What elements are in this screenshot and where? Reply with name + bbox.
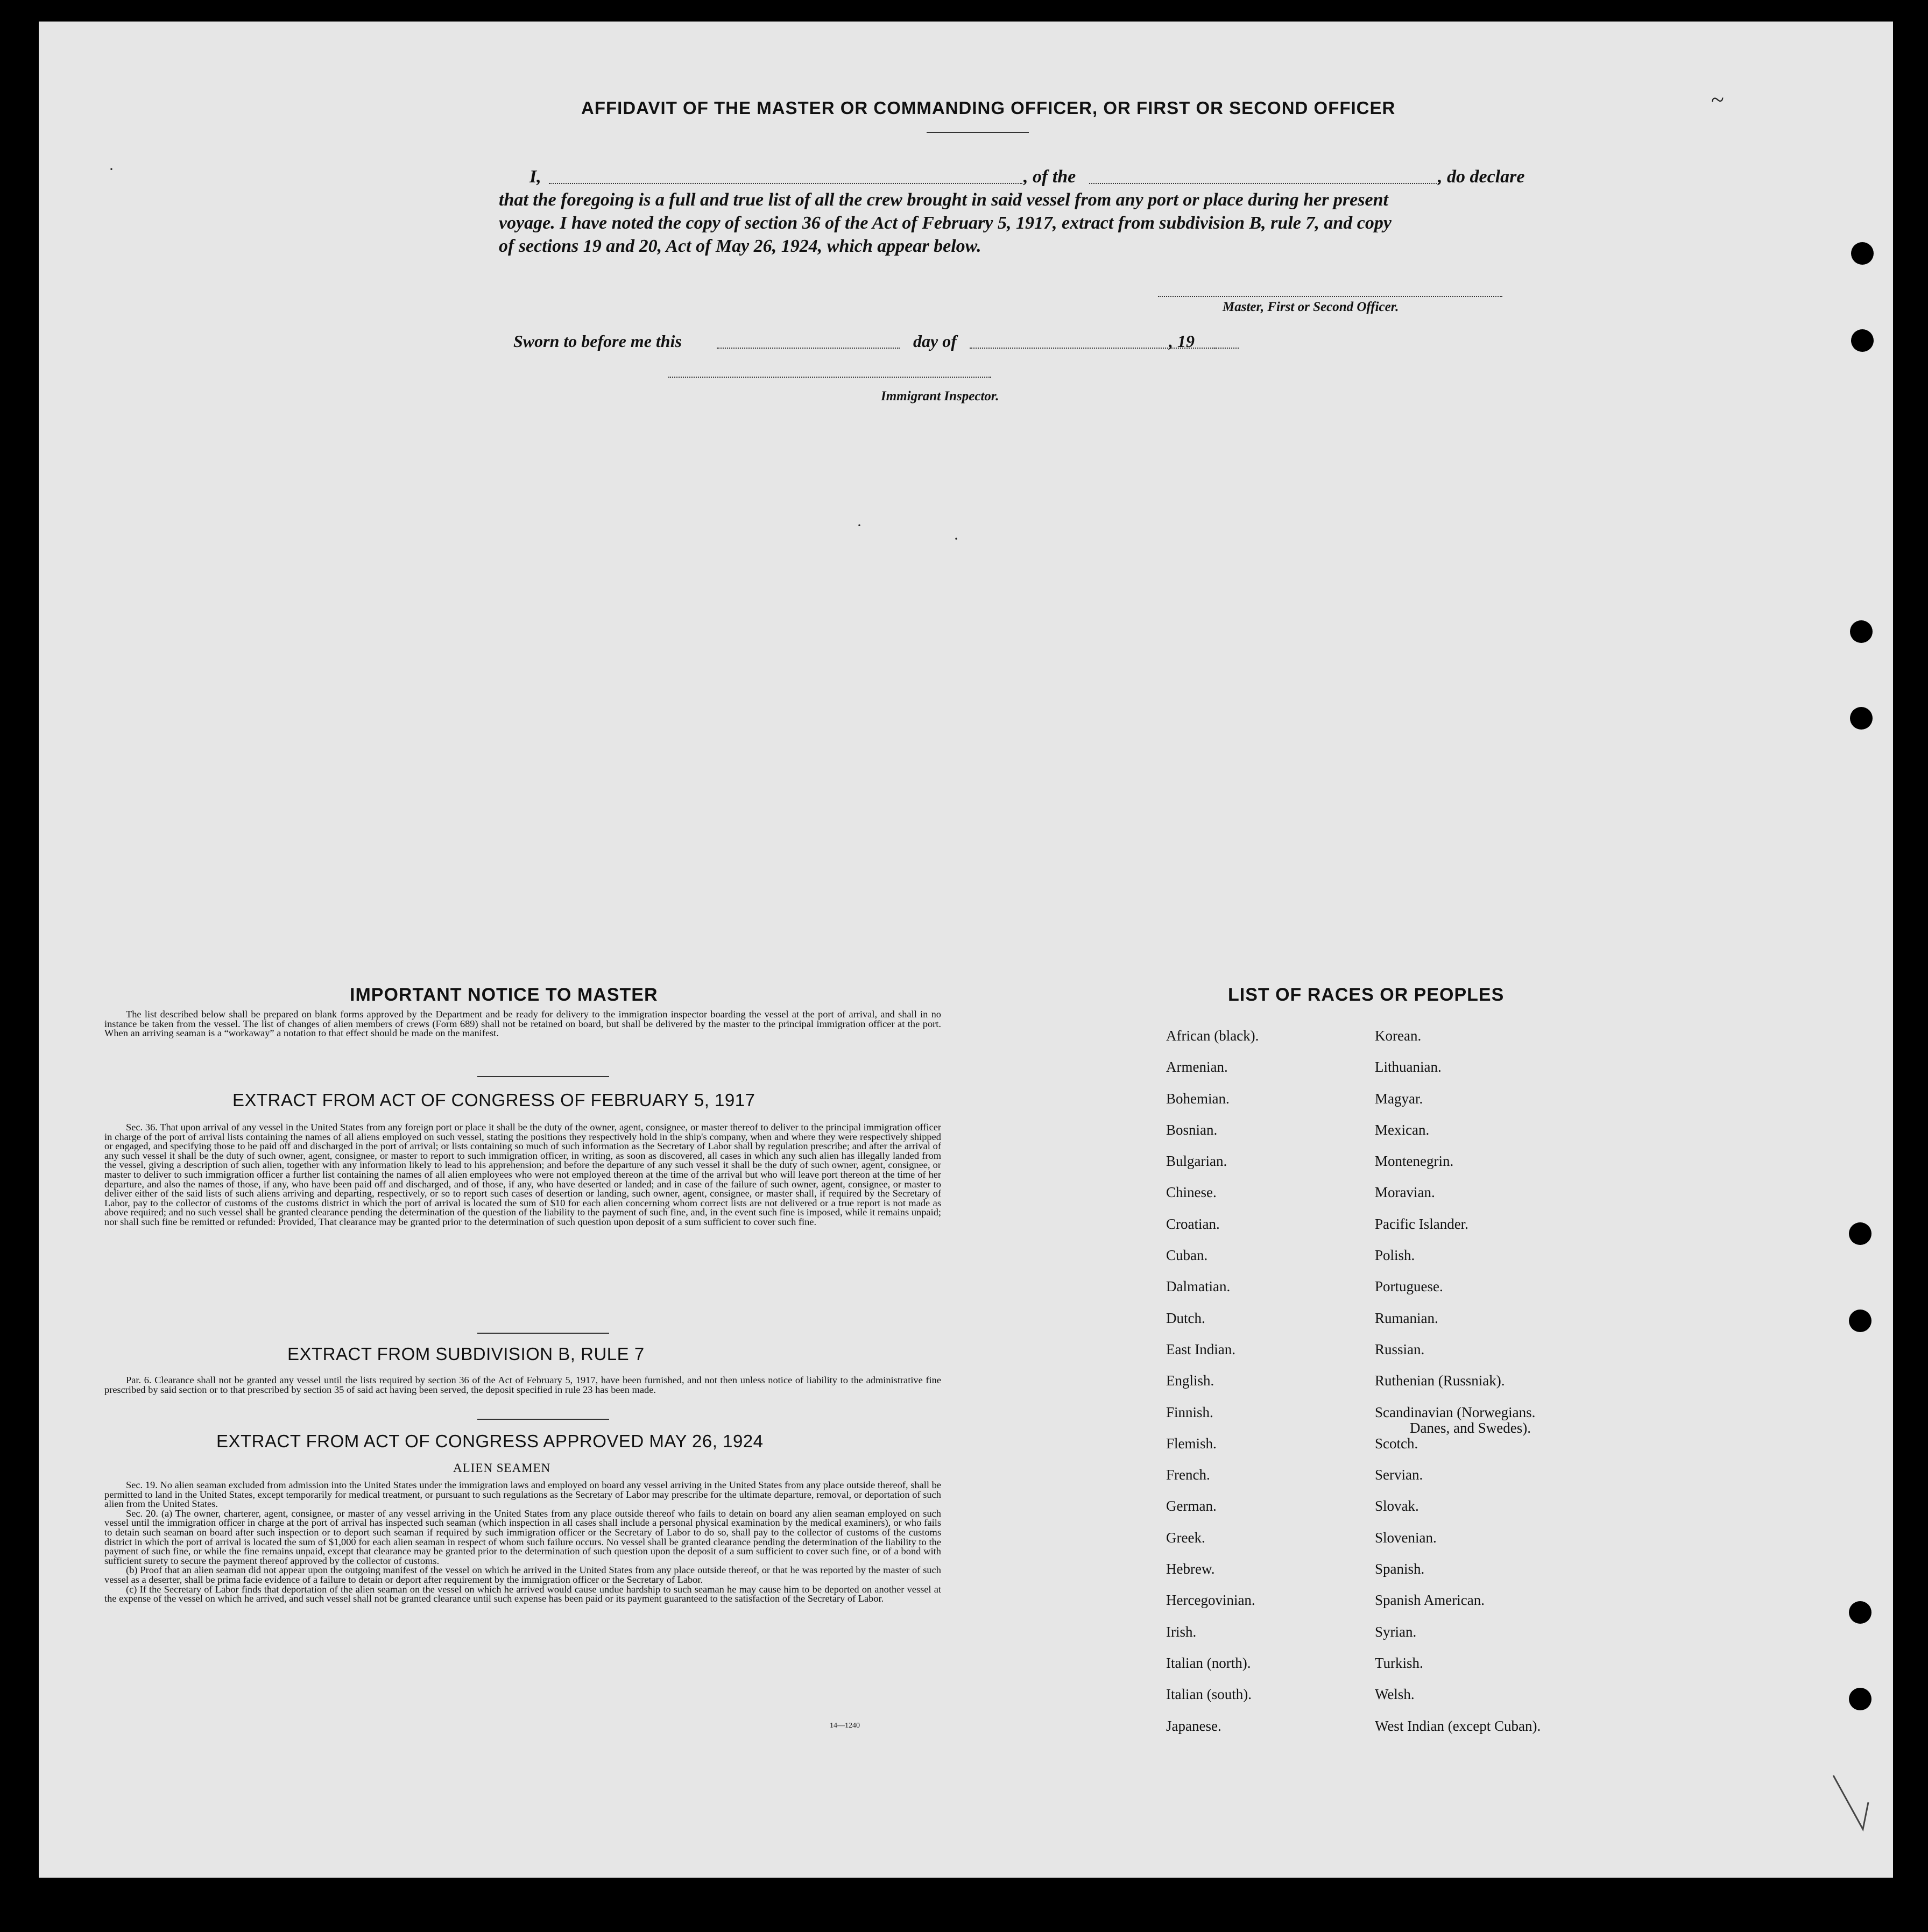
race-item: Chinese. — [1166, 1184, 1217, 1201]
race-item: Scotch. — [1375, 1435, 1418, 1452]
section-rule — [477, 1419, 609, 1420]
race-item: Scandinavian (Norwegians. — [1375, 1404, 1536, 1420]
pen-mark: · — [954, 530, 959, 548]
affidavit-line-4: of sections 19 and 20, Act of May 26, 1924, which appear below. — [499, 236, 981, 256]
race-item: Polish. — [1375, 1247, 1415, 1264]
punch-hole — [1849, 1310, 1871, 1332]
race-item: Bulgarian. — [1166, 1153, 1227, 1170]
race-item: Bohemian. — [1166, 1090, 1230, 1107]
affidavit-title: AFFIDAVIT OF THE MASTER OR COMMANDING OFFICER, OR FIRST OR SECOND OFFICER — [581, 98, 1396, 118]
extract-rule7-block — [104, 1376, 941, 1395]
race-item: Slovenian. — [1375, 1529, 1437, 1546]
extract-1924-title: EXTRACT FROM ACT OF CONGRESS APPROVED MAY 26, 1924 — [216, 1431, 764, 1451]
affidavit-line-2: that the foregoing is a full and true list of all the crew brought in said vessel from any port or place during her present — [499, 190, 1388, 210]
form-sheet — [39, 22, 1893, 1878]
affidavit-of-the: , of the — [1023, 167, 1076, 187]
races-title: LIST OF RACES OR PEOPLES — [1228, 985, 1505, 1005]
race-item: Turkish. — [1375, 1654, 1423, 1671]
year-prefix: , 19 — [1169, 331, 1195, 351]
pen-mark: · — [857, 516, 862, 534]
sec20b-text: (b) Proof that an alien seaman did not appear upon the outgoing manifest of the vessel on which he arrived in the United States from any place outside thereof, or that he was reported by the master of such vessel as a deserter, shall be prima facie evidence of a failure to detain or deport after requirement by the immigration officer or the Secretary of Labor. — [104, 1565, 941, 1585]
race-item: Italian (south). — [1166, 1686, 1252, 1703]
notice-text: The list described below shall be prepared on blank forms approved by the Department and be ready for delivery to the immigration inspector boarding the vessel at the port of arrival, and shall in no instance be taken from the vessel. The list of changes of alien members of crews (Form 689) shall not be retained on board, but shall be delivered by the master to the principal immigration officer at the port. When an arriving seaman is a “workaway” a notation to that effect should be made on the manifest. — [104, 1009, 941, 1039]
race-item: Mexican. — [1375, 1121, 1430, 1138]
race-item: East Indian. — [1166, 1341, 1235, 1357]
race-item: Greek. — [1166, 1529, 1205, 1546]
race-item: Ruthenian (Russniak). — [1375, 1372, 1505, 1389]
race-item: Slovak. — [1375, 1498, 1419, 1515]
affidavit-i: I, — [529, 167, 541, 187]
punch-hole — [1851, 329, 1874, 352]
pencil-mark-icon — [1831, 1770, 1874, 1840]
sworn-label: Sworn to before me this — [513, 331, 682, 351]
race-item: Japanese. — [1166, 1717, 1221, 1734]
race-item: Korean. — [1375, 1028, 1422, 1044]
notice-text-block — [104, 1010, 941, 1038]
race-item: West Indian (except Cuban). — [1375, 1717, 1541, 1734]
race-item: Rumanian. — [1375, 1310, 1438, 1326]
race-item: Flemish. — [1166, 1435, 1217, 1452]
race-item: Hercegovinian. — [1166, 1592, 1255, 1609]
race-item: Moravian. — [1375, 1184, 1435, 1201]
sec19-text: Sec. 19. No alien seaman excluded from admission into the United States under the immigration laws and employed on board any vessel arriving in the United States from any place outside thereof, shall be permitted to land in the United States, except temporarily for medical treatment, or pursuant to such regulations as the Secretary of Labor may prescribe for the ultimate departure, removal, or deportation of such alien from the United States. — [104, 1480, 941, 1510]
notice-title: IMPORTANT NOTICE TO MASTER — [350, 985, 658, 1005]
race-item: Lithuanian. — [1375, 1059, 1442, 1075]
race-item: Cuban. — [1166, 1247, 1208, 1264]
race-item: Dutch. — [1166, 1310, 1205, 1326]
race-item: Welsh. — [1375, 1686, 1415, 1703]
race-item: Irish. — [1166, 1623, 1197, 1640]
year-blank — [1212, 348, 1239, 349]
race-item: Croatian. — [1166, 1215, 1220, 1232]
race-item: Spanish American. — [1375, 1592, 1485, 1609]
sec20a-text: Sec. 20. (a) The owner, charterer, agent, consignee, or master of any vessel arriving in the United States from any place outside thereof who fails to detain on board any alien seaman employed on such vessel until the immigration officer in charge at the port of arrival has inspected such seaman (which inspection in all cases shall include a personal physical examination by the medical examiners), or who fails to detain such seaman on board after such inspection or to deport such seaman if required by such immigration officer or the Secretary of Labor to do so, shall pay to the collector of customs of the customs district in which the port of arrival is located the sum of $1,000 for each alien seaman in respect of whom such failure occurs. No vessel shall be granted clearance pending the determination of the liability to the payment of such fine, or while the fine remains unpaid, except that clearance may be granted prior to the determination of such question upon the deposit of a sum sufficient to cover such fine, or of a bond with sufficient surety to secure the payment thereof approved by the collector of customs. — [104, 1508, 941, 1566]
race-item: Bosnian. — [1166, 1121, 1218, 1138]
race-item: Servian. — [1375, 1467, 1423, 1483]
extract-1917-title: EXTRACT FROM ACT OF CONGRESS OF FEBRUARY 5, 1917 — [232, 1090, 755, 1110]
signature-blank — [1158, 296, 1502, 297]
extract-1924-block — [104, 1481, 941, 1604]
extract-rule7-title: EXTRACT FROM SUBDIVISION B, RULE 7 — [287, 1344, 645, 1364]
race-item: Finnish. — [1166, 1404, 1213, 1420]
extract-1924-subtitle: ALIEN SEAMEN — [453, 1461, 551, 1475]
inspector-caption: Immigrant Inspector. — [881, 389, 999, 404]
punch-hole — [1849, 1601, 1871, 1624]
form-number: 14—1240 — [830, 1722, 860, 1730]
extract-1917-text: Sec. 36. That upon arrival of any vessel in the United States from any foreign port or place it shall be the duty of the owner, agent, consignee, or master thereof to deliver to the principal immigration officer in charge of the port of arrival lists containing the names of all aliens employed on such vessel, stating the positions they respectively hold in the ship's company, when and where they were respectively shipped or engaged, and specifying those to be paid off and discharged in the port of arrival; or lists containing so much of such information as the Secretary of Labor shall by regulation prescribe; and after the arrival of any such vessel it shall be the duty of such owner, agent, consignee, or master to report to such immigration officer, in writing, as soon as discovered, all cases in which any such alien has illegally landed from the vessel, giving a description of such alien, together with any information likely to lead to his apprehension; and before the departure of any such vessel it shall be the duty of such owner, agent, consignee, or master to deliver to such immigration officer a further list containing the names of all alien employees who were not employed thereon at the time of the arrival but who will leave port thereon at the time of her departure, and also the names of those, if any, who have been paid off and discharged, and of those, if any, who have deserted or landed; and in case of the failure of such owner, agent, consignee, or master to deliver either of the said lists of such aliens arriving and departing, respectively, or so to report such cases of desertion or landing, such owner, agent, consignee, or master shall, if required by the Secretary of Labor, pay to the collector of customs of the customs district in which the port of arrival is located the sum of $10 for each alien concerning whom correct lists are not delivered or a true report is not made as above required; and no such vessel shall be granted clearance pending the determination of the question of the liability to the payment of such fine, and, in the event such fine is imposed, while it remains unpaid; nor shall such fine be remitted or refunded: Provided, That clearance may be granted prior to the determination of such question upon deposit of a sum sufficient to cover such fine. — [104, 1122, 941, 1227]
name-blank — [549, 183, 1022, 184]
punch-hole — [1850, 620, 1873, 643]
race-item: Hebrew. — [1166, 1561, 1215, 1577]
race-item: Montenegrin. — [1375, 1153, 1454, 1170]
races-left-column — [1166, 1029, 1259, 1751]
extract-rule7-text: Par. 6. Clearance shall not be granted any vessel until the lists required by section 36 of the Act of February 5, 1917, have been furnished, and not then unless notice of liability to the administrative fine prescribed by said section or to that prescribed by section 35 of said act having been served, the deposit specified in rule 23 has been made. — [104, 1375, 941, 1395]
title-rule — [927, 132, 1029, 133]
race-item: African (black). — [1166, 1028, 1259, 1044]
race-item: French. — [1166, 1467, 1210, 1483]
pen-mark: · — [109, 160, 114, 178]
day-of-label: day of — [913, 331, 957, 351]
race-item: Spanish. — [1375, 1561, 1425, 1577]
race-item: German. — [1166, 1498, 1217, 1515]
race-item: Pacific Islander. — [1375, 1215, 1468, 1232]
inspector-blank — [668, 377, 991, 378]
punch-hole — [1850, 707, 1873, 730]
pen-mark: ~ — [1711, 87, 1724, 113]
affidavit-do-declare: , do declare — [1438, 167, 1525, 187]
race-item: Syrian. — [1375, 1623, 1417, 1640]
race-item-continued: Danes, and Swedes). — [1410, 1420, 1531, 1436]
race-item: Italian (north). — [1166, 1654, 1251, 1671]
affidavit-line-3: voyage. I have noted the copy of section 36 of the Act of February 5, 1917, extract from subdivision B, rule 7, and copy — [499, 213, 1392, 233]
extract-1917-block — [104, 1123, 941, 1227]
sec20c-text: (c) If the Secretary of Labor finds that deportation of the alien seaman on the vessel on which he arrived would cause undue hardship to such seaman he may cause him to be deported on another vessel at the expense of the vessel on which he arrived, and such vessel shall not be granted clearance until such expense has been paid or its payment guaranteed to the satisfaction of the Secretary of Labor. — [104, 1583, 941, 1604]
race-item: Magyar. — [1375, 1090, 1423, 1107]
section-rule — [477, 1076, 609, 1077]
race-item: English. — [1166, 1372, 1214, 1389]
signer-caption: Master, First or Second Officer. — [1223, 300, 1399, 314]
sworn-day-blank — [717, 348, 900, 349]
vessel-blank — [1089, 183, 1439, 184]
punch-hole — [1849, 1222, 1871, 1245]
race-item: Russian. — [1375, 1341, 1425, 1357]
races-right-column — [1375, 1029, 1541, 1751]
race-item: Armenian. — [1166, 1059, 1228, 1075]
race-item: Dalmatian. — [1166, 1278, 1231, 1295]
section-rule — [477, 1333, 609, 1334]
punch-hole — [1851, 242, 1874, 265]
punch-hole — [1849, 1688, 1871, 1710]
race-item: Portuguese. — [1375, 1278, 1443, 1295]
